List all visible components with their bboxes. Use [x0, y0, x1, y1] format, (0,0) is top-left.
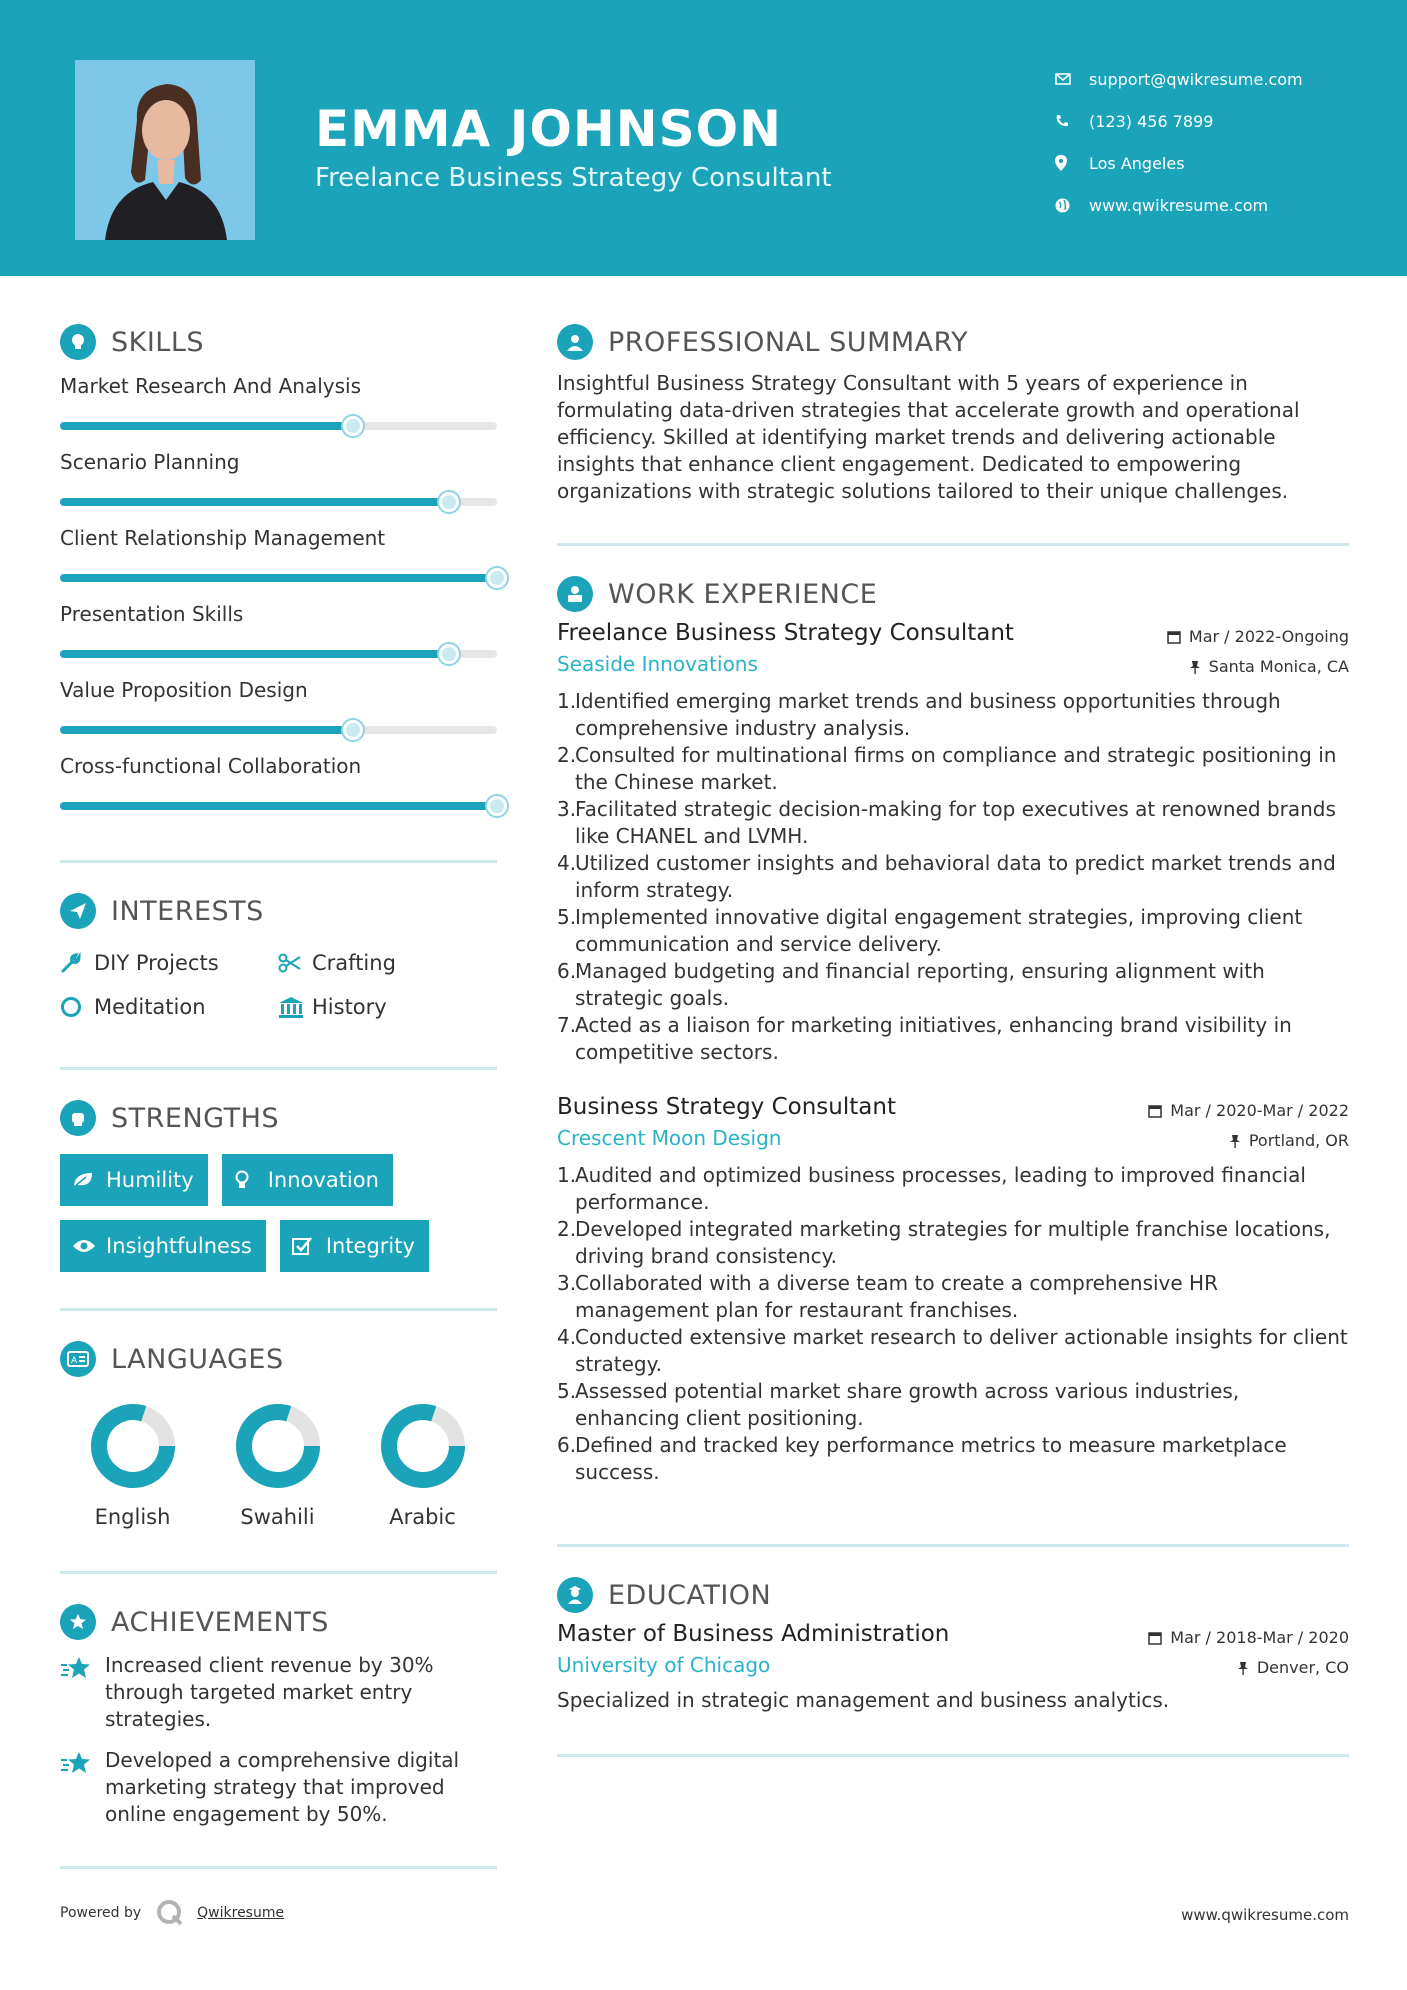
pin-icon	[1189, 660, 1201, 674]
interest-item	[60, 985, 278, 1029]
powered-by-text: Powered by	[60, 1905, 142, 1921]
interest-label: DIY Projects	[94, 951, 219, 975]
job-company: Seaside Innovations	[557, 652, 758, 676]
skills-title: SKILLS	[111, 326, 205, 358]
skill-item	[60, 678, 497, 742]
contact-website-text: www.qwikresume.com	[1089, 195, 1269, 215]
leaf-icon	[72, 1171, 106, 1189]
job-header	[557, 1094, 1349, 1120]
education-location-text: Denver, CO	[1256, 1658, 1349, 1677]
skill-bar	[60, 802, 497, 810]
contact-phone[interactable]	[1055, 100, 1303, 142]
star-icon	[60, 1747, 105, 1828]
skill-name: Market Research And Analysis	[60, 374, 362, 398]
languages-list	[60, 1401, 497, 1529]
job-entry	[557, 1094, 1349, 1486]
language-name: English	[94, 1505, 171, 1529]
left-column	[60, 322, 497, 1869]
contact-location-text: Los Angeles	[1089, 153, 1185, 173]
calendar-icon	[1167, 630, 1181, 644]
skill-bar-fill	[60, 422, 353, 430]
languages-heading	[60, 1339, 497, 1379]
interest-label: Meditation	[94, 995, 206, 1019]
circle-icon	[60, 996, 94, 1018]
section-divider	[557, 1754, 1349, 1757]
job-entry	[557, 620, 1349, 1066]
job-bullet-text: Facilitated strategic decision-making for top executives at renowned brands like CHANEL and LVMH.	[575, 797, 1336, 848]
job-bullet-text: Utilized customer insights and behavioral data to predict market trends and inform strategy.	[575, 851, 1336, 902]
skills-list	[60, 374, 497, 818]
interest-label: History	[312, 995, 387, 1019]
job-bullet: 3. Collaborated with a diverse team to create a comprehensive HR management plan for restaurant franchises.	[557, 1270, 1349, 1324]
svg-text:A: A	[71, 1356, 78, 1366]
job-bullet: 5. Implemented innovative digital engagement strategies, improving client communication and service delivery.	[557, 904, 1349, 958]
fist-icon	[60, 1100, 96, 1136]
interests-title: INTERESTS	[111, 895, 264, 927]
paper-plane-icon	[60, 893, 96, 929]
candidate-name: EMMA JOHNSON	[315, 100, 782, 158]
skill-bar-knob	[487, 796, 507, 816]
check-square-icon	[292, 1236, 326, 1256]
job-bullet-text: Managed budgeting and financial reporting, ensuring alignment with strategic goals.	[575, 959, 1265, 1010]
section-divider	[557, 543, 1349, 546]
star-icon	[60, 1652, 105, 1733]
skill-item	[60, 602, 497, 666]
contact-email[interactable]	[1055, 58, 1303, 100]
skill-name: Client Relationship Management	[60, 526, 386, 550]
interest-label: Crafting	[312, 951, 396, 975]
footer-brand-link[interactable]: Qwikresume	[197, 1905, 285, 1921]
job-bullet: 2. Developed integrated marketing strategies for multiple franchise locations, driving brand consistency.	[557, 1216, 1349, 1270]
skill-bar	[60, 498, 497, 506]
job-location	[1229, 1131, 1349, 1150]
education-degree: Master of Business Administration	[557, 1621, 950, 1647]
strengths-title: STRENGTHS	[111, 1102, 280, 1134]
graduate-icon	[557, 1577, 593, 1613]
map-pin-icon	[1055, 155, 1089, 171]
job-bullet-text: Developed integrated marketing strategies for multiple franchise locations, driving brand consistency.	[575, 1217, 1331, 1268]
contact-block	[1055, 58, 1303, 226]
skill-bar-fill	[60, 726, 353, 734]
achievements-title: ACHIEVEMENTS	[111, 1606, 329, 1638]
star-badge-icon	[60, 1604, 96, 1640]
strength-tag	[280, 1220, 429, 1272]
education-location	[1237, 1658, 1349, 1677]
job-bullet-text: Defined and tracked key performance metrics to measure marketplace success.	[575, 1433, 1287, 1484]
skill-bar	[60, 650, 497, 658]
job-location	[1189, 657, 1349, 676]
language-card-icon	[60, 1341, 96, 1377]
education-date-text: Mar / 2018-Mar / 2020	[1170, 1628, 1349, 1647]
skill-bar	[60, 422, 497, 430]
skill-bar	[60, 726, 497, 734]
job-bullets	[557, 1162, 1349, 1486]
museum-icon	[278, 996, 312, 1018]
job-bullet-text: Audited and optimized business processes, leading to improved financial performance.	[575, 1163, 1306, 1214]
contact-location	[1055, 142, 1303, 184]
envelope-icon	[1055, 73, 1089, 85]
job-bullet: 3. Facilitated strategic decision-making for top executives at renowned brands like CHANEL and LVMH.	[557, 796, 1349, 850]
section-divider	[60, 1866, 497, 1869]
experience-title: WORK EXPERIENCE	[608, 578, 878, 610]
education-entry	[557, 1621, 1349, 1714]
section-divider	[60, 1571, 497, 1574]
job-date-text: Mar / 2022-Ongoing	[1188, 627, 1349, 646]
language-item	[350, 1401, 495, 1529]
strength-label: Integrity	[325, 1234, 415, 1258]
eye-icon	[72, 1238, 106, 1254]
right-column	[557, 322, 1349, 1757]
summary-title: PROFESSIONAL SUMMARY	[608, 326, 969, 358]
job-subheader	[557, 1126, 1349, 1150]
interest-item	[60, 941, 278, 985]
job-bullet: 1. Identified emerging market trends and business opportunities through comprehensive industry analysis.	[557, 688, 1349, 742]
job-bullets	[557, 688, 1349, 1066]
strength-tag	[222, 1154, 393, 1206]
job-role: Freelance Business Strategy Consultant	[557, 620, 1014, 646]
strength-tag	[60, 1220, 266, 1272]
strength-tag	[60, 1154, 208, 1206]
achievement-text: Increased client revenue by 30% through targeted market entry strategies.	[105, 1653, 434, 1731]
section-divider	[60, 1308, 497, 1311]
summary-text: Insightful Business Strategy Consultant with 5 years of experience in formulating data-driven strategies that accelerate growth and operational efficiency. Skilled at identifying market trends and delivering actionable insights that enhance client engagement. Dedicated to empowering organizations with strategic solutions tailored to their unique challenges.	[557, 371, 1300, 503]
skill-bar-fill	[60, 498, 449, 506]
lightbulb-icon	[60, 324, 96, 360]
contact-email-text: support@qwikresume.com	[1089, 69, 1303, 89]
skill-bar-knob	[487, 568, 507, 588]
education-note: Specialized in strategic management and business analytics.	[557, 1688, 1170, 1712]
languages-title: LANGUAGES	[111, 1343, 284, 1375]
job-location-text: Santa Monica, CA	[1208, 657, 1349, 676]
job-bullet-text: Implemented innovative digital engagement strategies, improving client communication and service delivery.	[575, 905, 1303, 956]
job-bullet-text: Acted as a liaison for marketing initiatives, enhancing brand visibility in competitive sectors.	[575, 1013, 1292, 1064]
job-bullet-text: Conducted extensive market research to deliver actionable insights for client strategy.	[575, 1325, 1348, 1376]
interests-heading	[60, 891, 497, 931]
strength-label: Humility	[106, 1168, 194, 1192]
language-donut	[233, 1401, 323, 1491]
calendar-icon	[1148, 1631, 1162, 1645]
skill-name: Scenario Planning	[60, 450, 240, 474]
skill-bar	[60, 574, 497, 582]
education-header	[557, 1621, 1349, 1647]
skill-name: Cross-functional Collaboration	[60, 754, 362, 778]
job-bullet: 1. Audited and optimized business processes, leading to improved financial performance.	[557, 1162, 1349, 1216]
summary-heading	[557, 322, 1349, 362]
strengths-list	[60, 1154, 497, 1286]
language-donut	[378, 1401, 468, 1491]
interest-item	[278, 985, 497, 1029]
education-title: EDUCATION	[608, 1579, 772, 1611]
strength-label: Insightfulness	[106, 1234, 252, 1258]
skill-bar-fill	[60, 650, 449, 658]
job-bullet: 5. Assessed potential market share growth across various industries, enhancing client positioning.	[557, 1378, 1349, 1432]
language-name: Swahili	[240, 1505, 315, 1529]
footer-website[interactable]: www.qwikresume.com	[1181, 1906, 1349, 1924]
education-school: University of Chicago	[557, 1653, 771, 1677]
skill-item	[60, 754, 497, 818]
education-subheader	[557, 1653, 1349, 1677]
achievement-item	[60, 1747, 497, 1828]
skill-bar-fill	[60, 802, 497, 810]
skill-bar-knob	[439, 492, 459, 512]
language-item	[60, 1401, 205, 1529]
skill-item	[60, 374, 497, 438]
candidate-title: Freelance Business Strategy Consultant	[315, 163, 832, 193]
job-bullet: 6. Managed budgeting and financial reporting, ensuring alignment with strategic goals.	[557, 958, 1349, 1012]
skill-name: Presentation Skills	[60, 602, 244, 626]
footer-powered	[60, 1898, 284, 1928]
job-bullet: 6. Defined and tracked key performance metrics to measure marketplace success.	[557, 1432, 1349, 1486]
job-bullet: 7. Acted as a liaison for marketing initiatives, enhancing brand visibility in competitive sectors.	[557, 1012, 1349, 1066]
skill-item	[60, 450, 497, 514]
job-bullet-text: Assessed potential market share growth across various industries, enhancing client positioning.	[575, 1379, 1240, 1430]
job-subheader	[557, 652, 1349, 676]
skill-item	[60, 526, 497, 590]
job-company: Crescent Moon Design	[557, 1126, 782, 1150]
user-icon	[557, 324, 593, 360]
contact-phone-text: (123) 456 7899	[1089, 111, 1214, 131]
skill-bar-knob	[439, 644, 459, 664]
language-donut	[88, 1401, 178, 1491]
skills-heading	[60, 322, 497, 362]
achievements-list	[60, 1652, 497, 1828]
job-date	[1167, 627, 1349, 646]
qwikresume-logo-icon	[155, 1898, 185, 1928]
section-divider	[60, 860, 497, 863]
skill-name: Value Proposition Design	[60, 678, 308, 702]
contact-website[interactable]	[1055, 184, 1303, 226]
wrench-icon	[60, 952, 94, 974]
lightbulb-icon	[234, 1170, 268, 1190]
education-heading	[557, 1575, 1349, 1615]
achievement-item	[60, 1652, 497, 1733]
language-item	[205, 1401, 350, 1529]
job-bullet-text: Identified emerging market trends and business opportunities through comprehensive industry analysis.	[575, 689, 1281, 740]
job-date-text: Mar / 2020-Mar / 2022	[1170, 1101, 1349, 1120]
education-date	[1148, 1628, 1349, 1647]
calendar-icon	[1148, 1104, 1162, 1118]
pin-icon	[1237, 1661, 1249, 1675]
globe-icon	[1055, 198, 1089, 213]
experience-heading	[557, 574, 1349, 614]
language-name: Arabic	[389, 1505, 456, 1529]
resume-header	[0, 0, 1407, 276]
job-date	[1148, 1101, 1349, 1120]
phone-icon	[1055, 114, 1089, 128]
job-role: Business Strategy Consultant	[557, 1094, 896, 1120]
briefcase-user-icon	[557, 576, 593, 612]
skill-bar-knob	[343, 720, 363, 740]
profile-photo	[75, 60, 255, 240]
achievements-heading	[60, 1602, 497, 1642]
skill-bar-fill	[60, 574, 497, 582]
interests-list	[60, 941, 497, 1029]
job-bullet-text: Collaborated with a diverse team to create a comprehensive HR management plan for restaurant franchises.	[575, 1271, 1218, 1322]
interest-item	[278, 941, 497, 985]
job-header	[557, 620, 1349, 646]
section-divider	[557, 1544, 1349, 1547]
job-bullet: 4. Conducted extensive market research to deliver actionable insights for client strategy.	[557, 1325, 1348, 1376]
skill-bar-knob	[343, 416, 363, 436]
scissors-icon	[278, 953, 312, 973]
pin-icon	[1229, 1134, 1241, 1148]
job-bullet: 4. Utilized customer insights and behavioral data to predict market trends and inform strategy.	[557, 850, 1349, 904]
strengths-heading	[60, 1098, 497, 1138]
job-location-text: Portland, OR	[1248, 1131, 1349, 1150]
section-divider	[60, 1067, 497, 1070]
achievement-text: Developed a comprehensive digital marketing strategy that improved online engagement by 50%.	[105, 1748, 460, 1826]
job-bullet: 2. Consulted for multinational firms on compliance and strategic positioning in the Chinese market.	[557, 742, 1349, 796]
strength-label: Innovation	[267, 1168, 379, 1192]
job-bullet-text: Consulted for multinational firms on compliance and strategic positioning in the Chinese market.	[575, 743, 1337, 794]
